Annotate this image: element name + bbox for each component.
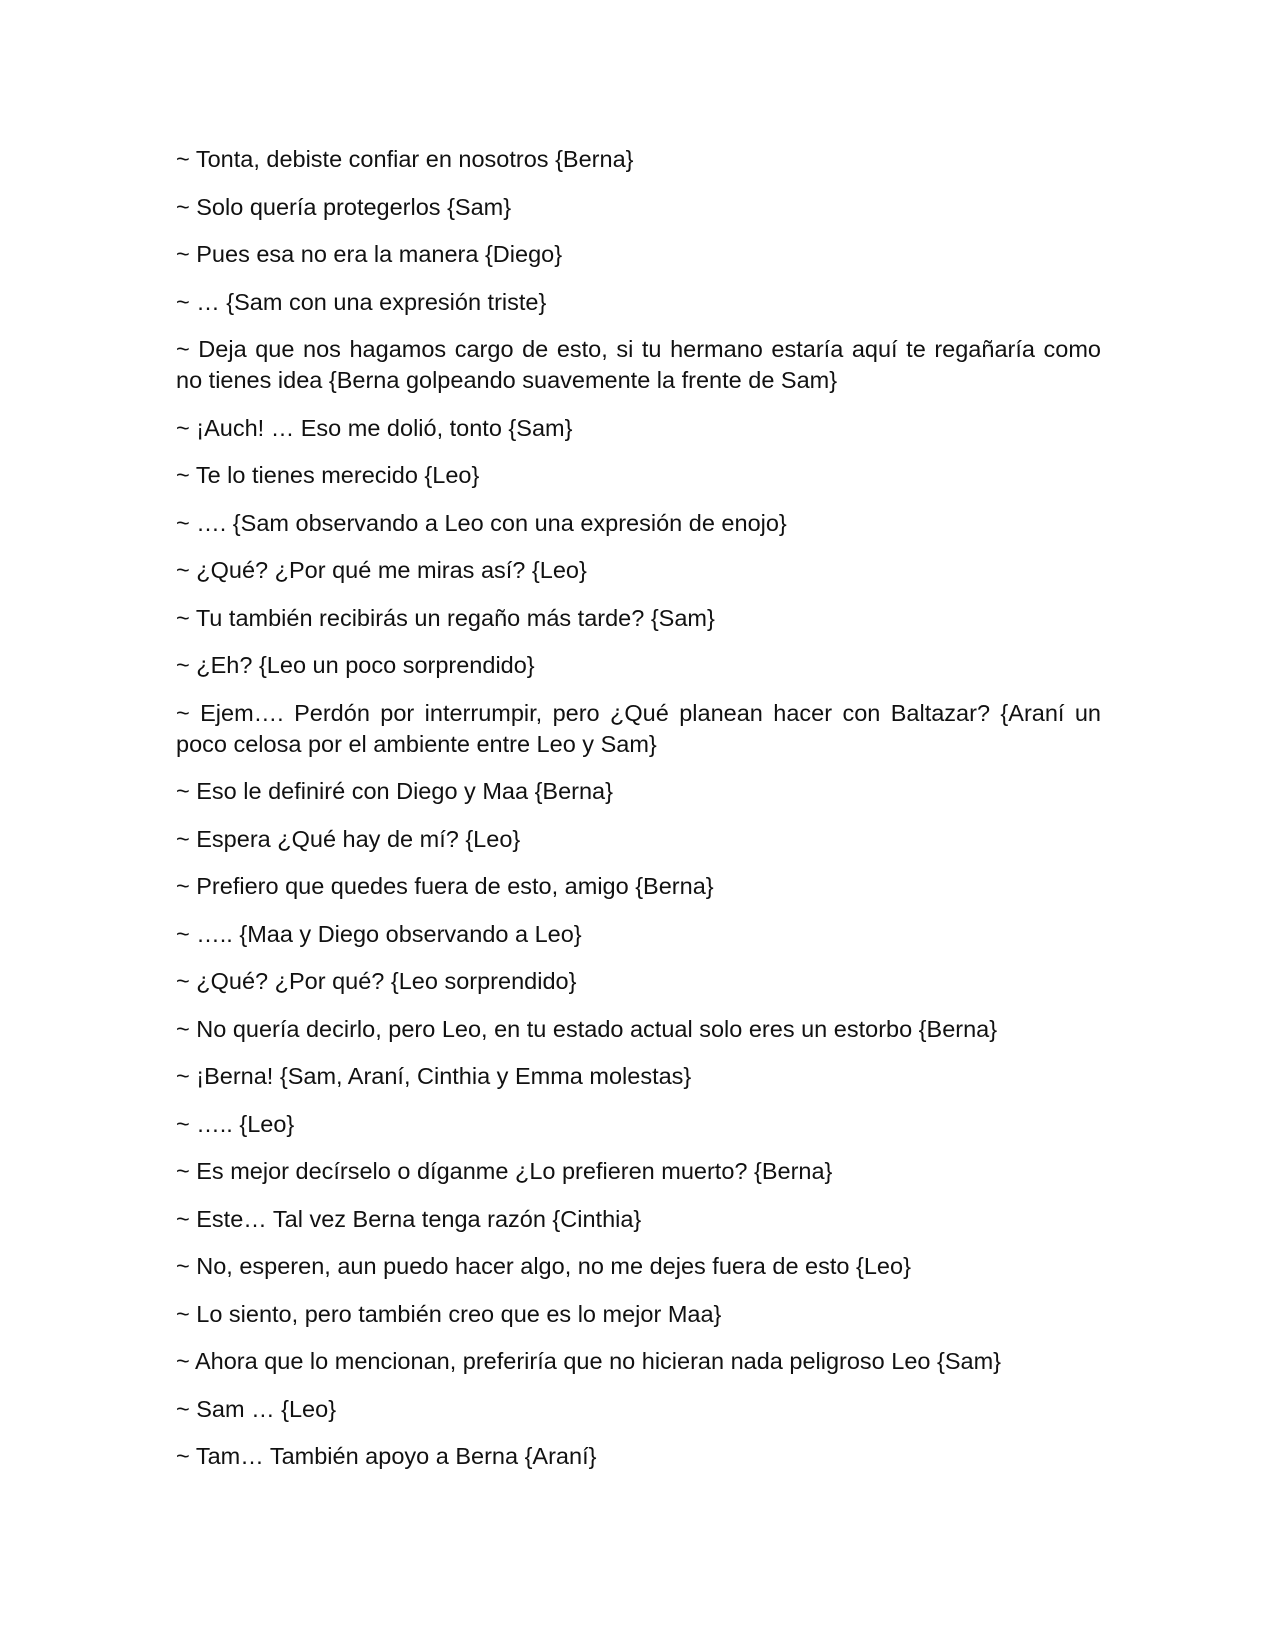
dialogue-line: ~ Pues esa no era la manera {Diego} <box>176 241 563 267</box>
dialogue-line: ~ ….. {Maa y Diego observando a Leo} <box>176 920 582 947</box>
dialogue-line: ~ Deja que nos hagamos cargo de esto, si tu hermano estaría aquí te regañaría como no tienes idea {Berna golpeando suavemente la frente de Sam} <box>176 336 1101 393</box>
dialogue-line: ~ Tam… También apoyo a Berna {Araní} <box>176 1443 597 1469</box>
dialogue-line: ~ …. {Sam observando a Leo con una expresión de enojo} <box>176 509 787 536</box>
dialogue-line: ~ Espera ¿Qué hay de mí? {Leo} <box>176 825 521 852</box>
dialogue-line: ~ Este… Tal vez Berna tenga razón {Cinthia} <box>176 1205 642 1232</box>
dialogue-line: ~ ¡Auch! … Eso me dolió, tonto {Sam} <box>176 414 573 441</box>
dialogue-line: ~ ¡Berna! {Sam, Araní, Cinthia y Emma molestas} <box>176 1063 692 1089</box>
dialogue-line: ~ ¿Eh? {Leo un poco sorprendido} <box>176 652 535 678</box>
dialogue-line: ~ Ejem…. Perdón por interrumpir, pero ¿Qué planean hacer con Baltazar? {Araní un poco celosa por el ambiente entre Leo y Sam} <box>176 699 1101 757</box>
dialogue-line: ~ No quería decirlo, pero Leo, en tu estado actual solo eres un estorbo {Berna} <box>176 1015 998 1042</box>
dialogue-line: ~ Solo quería protegerlos {Sam} <box>176 193 512 220</box>
dialogue-line: ~ ….. {Leo} <box>176 1110 295 1137</box>
dialogue-line: ~ Prefiero que quedes fuera de esto, amigo {Berna} <box>176 873 714 899</box>
dialogue-line: ~ Lo siento, pero también creo que es lo mejor Maa} <box>176 1300 722 1327</box>
dialogue-line: ~ No, esperen, aun puedo hacer algo, no me dejes fuera de esto {Leo} <box>176 1253 911 1279</box>
dialogue-line: ~ Sam … {Leo} <box>176 1395 337 1422</box>
dialogue-line: ~ Es mejor decírselo o díganme ¿Lo prefieren muerto? {Berna} <box>176 1158 833 1184</box>
dialogue-line: ~ Eso le definiré con Diego y Maa {Berna} <box>176 778 613 804</box>
dialogue-line: ~ ¿Qué? ¿Por qué? {Leo sorprendido} <box>176 968 577 994</box>
dialogue-line: ~ Ahora que lo mencionan, preferiría que no hicieran nada peligroso Leo {Sam} <box>176 1348 1002 1374</box>
dialogue-line: ~ Tonta, debiste confiar en nosotros {Berna} <box>176 146 634 172</box>
dialogue-line: ~ ¿Qué? ¿Por qué me miras así? {Leo} <box>176 557 587 583</box>
dialogue-line: ~ Te lo tienes merecido {Leo} <box>176 462 480 488</box>
dialogue-line: ~ Tu también recibirás un regaño más tarde? {Sam} <box>176 604 715 631</box>
dialogue-line: ~ … {Sam con una expresión triste} <box>176 288 547 315</box>
dialogue-text <box>176 144 1101 1489</box>
